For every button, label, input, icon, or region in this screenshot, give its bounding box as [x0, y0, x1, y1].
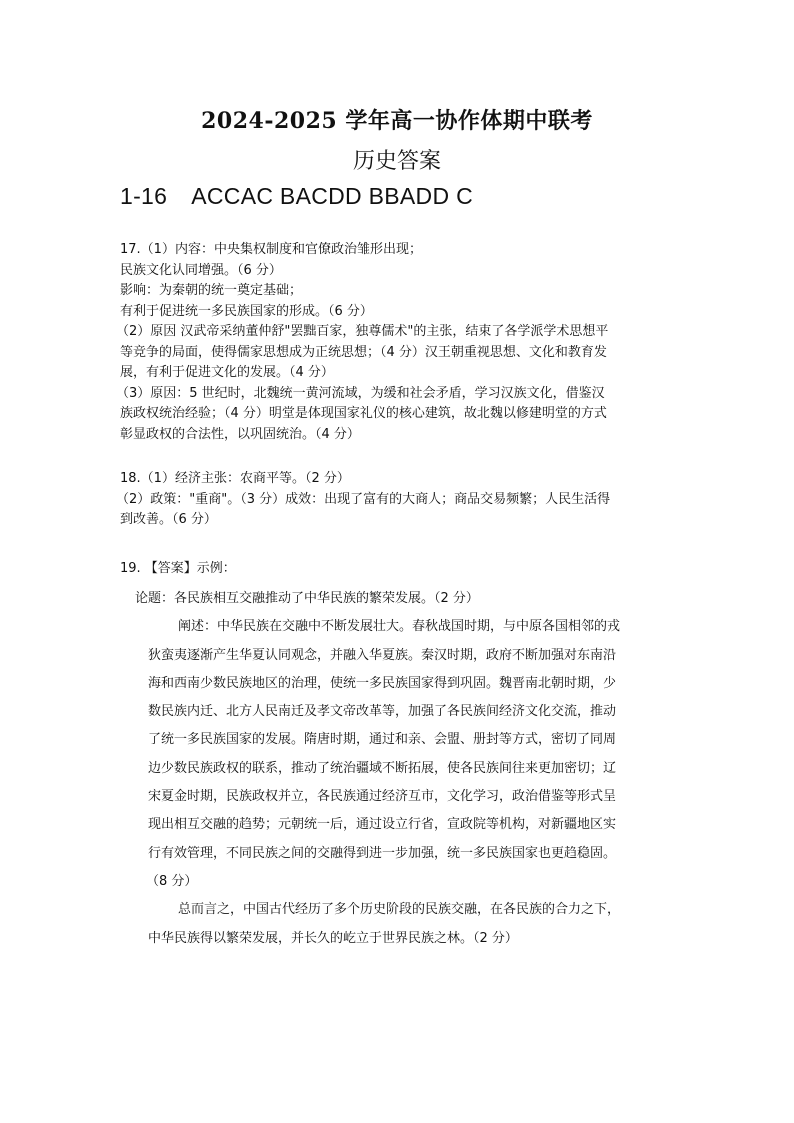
essay-line: 阐述：中华民族在交融中不断发展壮大。春秋战国时期，与中原各国相邻的戎	[178, 619, 621, 635]
answer-key: ACCAC BACDD BBADD C	[191, 183, 473, 209]
essay-line: 狄蛮夷逐渐产生华夏认同观念，并融入华夏族。秦汉时期，政府不断加强对东南沿	[148, 647, 617, 663]
answer-line: 17.（1）内容：中央集权制度和官僚政治雏形出现；	[120, 242, 422, 257]
answer-line: 族政权统治经验；（4 分）明堂是体现国家礼仪的核心建筑，故北魏以修建明堂的方式	[120, 406, 607, 421]
answer-line: 等竞争的局面，使得儒家思想成为正统思想；（4 分）汉王朝重视思想、文化和教育发	[120, 344, 607, 360]
answer-line: （3）原因：5 世纪时，北魏统一黄河流域，为缓和社会矛盾，学习汉族文化，借鉴汉	[116, 385, 605, 401]
essay-line: 数民族内迁、北方人民南迁及孝文帝改革等，加强了各民族间经济文化交流，推动	[148, 704, 617, 720]
essay-line: 现出相互交融的趋势；元朝统一后，通过设立行省，宣政院等机构，对新疆地区实	[148, 817, 617, 833]
question-range: 1-16	[120, 183, 168, 209]
answer-line: 影响：为秦朝的统一奠定基础；	[120, 283, 303, 298]
answer-line: （2）原因 汉武帝采纳董仲舒"罢黜百家，独尊儒术"的主张，结束了各学派学术思想平	[116, 324, 609, 339]
answer-line: 民族文化认同增强。（6 分）	[120, 262, 282, 278]
answer-line: 展，有利于促进文化的发展。（4 分）	[120, 365, 334, 380]
essay-score: （8 分）	[146, 873, 198, 889]
answer-line: （2）政策："重商"。（3 分）成效：出现了富有的大商人；商品交易频繁；人民生活得	[116, 491, 611, 507]
essay-thesis: 论题：各民族相互交融推动了中华民族的繁荣发展。（2 分）	[135, 591, 479, 606]
essay-conclusion: 总而言之，中国古代经历了多个历史阶段的民族交融，在各民族的合力之下，	[178, 902, 621, 918]
question-17-answer	[116, 240, 680, 445]
answer-line: 18.（1）经济主张：农商平等。（2 分）	[120, 471, 350, 486]
page-subtitle: 历史答案	[352, 149, 441, 174]
essay-line: 宋夏金时期，民族政权并立，各民族通过经济互市，文化学习，政治借鉴等形式呈	[148, 789, 617, 805]
essay-line: 海和西南少数民族地区的治理，使统一多民族国家得到巩固。魏晋南北朝时期，少	[148, 675, 617, 691]
essay-line: 中华民族得以繁荣发展，并长久的屹立于世界民族之林。（2 分）	[148, 930, 518, 946]
answer-line: 到改善。（6 分）	[120, 512, 217, 527]
question-18-answer	[116, 469, 680, 531]
question-19-essay	[120, 585, 680, 953]
answer-line: 彰显政权的合法性，以巩固统治。（4 分）	[120, 426, 360, 442]
essay-line: 行有效管理，不同民族之间的交融得到进一步加强，统一多民族国家也更趋稳固。	[148, 845, 617, 861]
essay-line: 边少数民族政权的联系，推动了统治疆域不断拓展，使各民族间往来更加密切；辽	[148, 760, 617, 776]
multiple-choice-answers	[120, 183, 473, 210]
page-title: 2024-2025 学年高一协作体期中联考	[201, 108, 593, 134]
essay-line: 了统一多民族国家的发展。隋唐时期，通过和亲、会盟、册封等方式，密切了同周	[148, 732, 617, 748]
answer-line: 19. 【答案】示例：	[120, 561, 236, 576]
answer-line: 有利于促进统一多民族国家的形成。（6 分）	[120, 303, 373, 319]
question-19-heading	[120, 559, 680, 580]
